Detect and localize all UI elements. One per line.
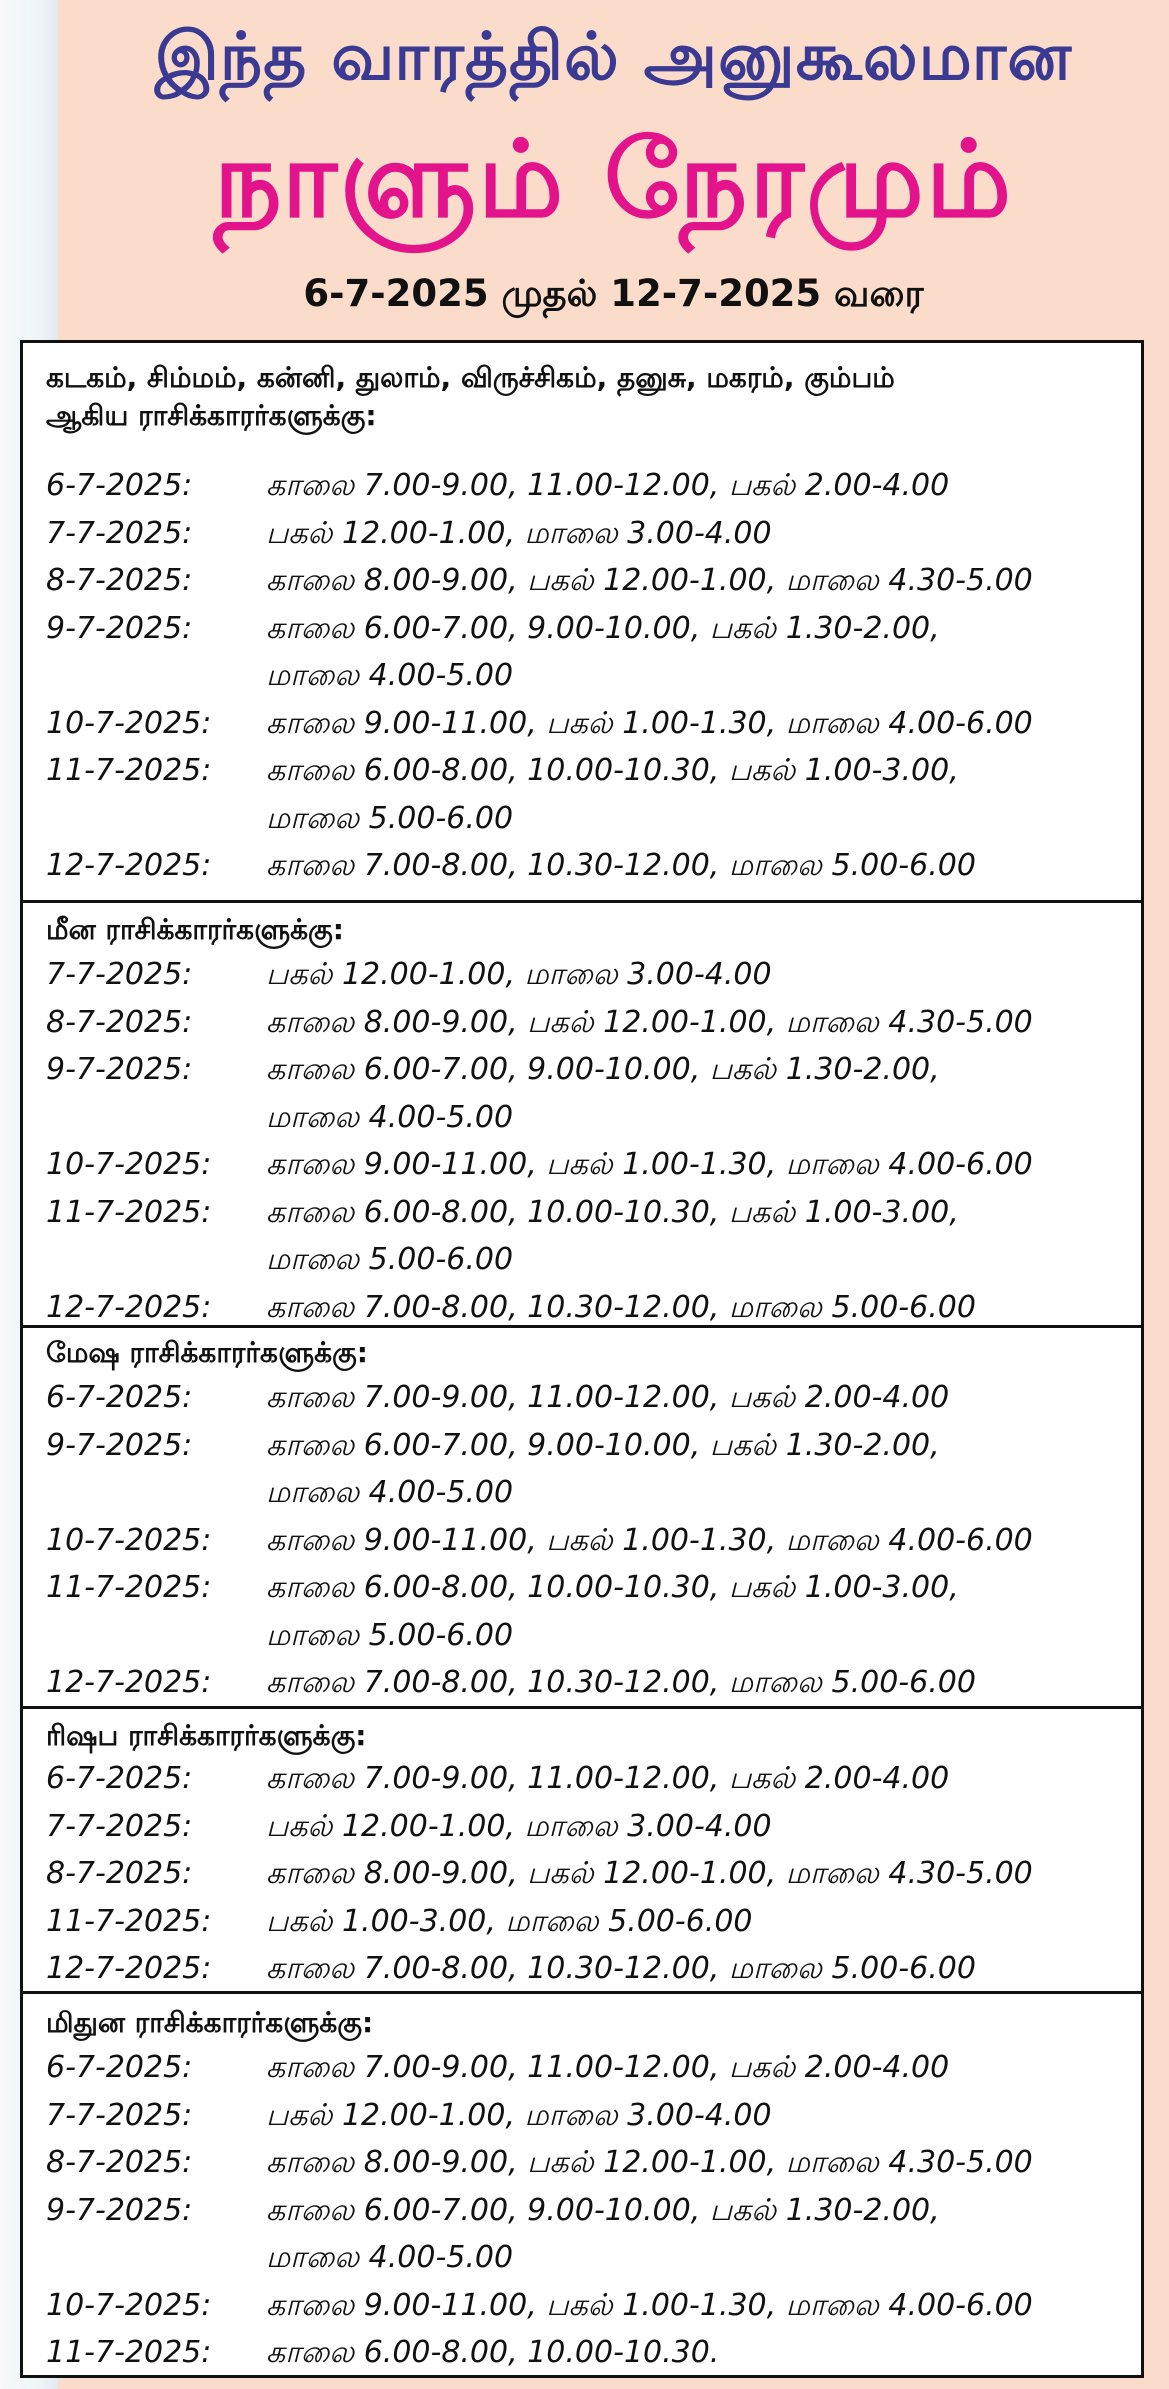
row-times: காலை 9.00-11.00, பகல் 1.00-1.30, மாலை 4.00-6.00 bbox=[266, 705, 1033, 741]
time-row bbox=[46, 1904, 1131, 1952]
row-date: 10-7-2025: bbox=[46, 2287, 212, 2323]
rasi-section bbox=[23, 343, 1141, 903]
row-date: 12-7-2025: bbox=[46, 848, 212, 883]
section-heading: ஆகிய ராசிக்காரர்களுக்கு: bbox=[46, 399, 377, 432]
row-times: காலை 7.00-9.00, 11.00-12.00, பகல் 2.00-4.00 bbox=[266, 1761, 950, 1796]
row-times: காலை 6.00-7.00, 9.00-10.00, பகல் 1.30-2.00, bbox=[266, 1427, 940, 1463]
time-row bbox=[46, 2240, 1131, 2288]
row-date: 11-7-2025: bbox=[46, 753, 212, 788]
header bbox=[58, 0, 1169, 338]
time-row bbox=[46, 1195, 1131, 1243]
row-times: பகல் 12.00-1.00, மாலை 3.00-4.00 bbox=[266, 957, 772, 992]
time-row bbox=[46, 1428, 1131, 1476]
row-date: 6-7-2025: bbox=[46, 468, 193, 503]
time-row bbox=[46, 2335, 1131, 2383]
title-line-1: இந்த வாரத்தில் அனுகூலமான bbox=[154, 18, 1073, 95]
row-times: காலை 7.00-9.00, 11.00-12.00, பகல் 2.00-4.00 bbox=[266, 1380, 950, 1415]
time-row bbox=[46, 1951, 1131, 1999]
time-row bbox=[46, 2145, 1131, 2193]
row-date: 12-7-2025: bbox=[46, 1951, 212, 1986]
time-row bbox=[46, 1242, 1131, 1290]
row-date: 10-7-2025: bbox=[46, 1147, 212, 1182]
section-heading: மேஷ ராசிக்காரர்களுக்கு: bbox=[46, 1336, 368, 1369]
row-times: காலை 8.00-9.00, பகல் 12.00-1.00, மாலை 4.30-5.00 bbox=[266, 2145, 1033, 2180]
row-times: காலை 9.00-11.00, பகல் 1.00-1.30, மாலை 4.00-6.00 bbox=[266, 1147, 1033, 1182]
row-date: 11-7-2025: bbox=[46, 1570, 212, 1605]
time-row bbox=[46, 2098, 1131, 2146]
time-row bbox=[46, 468, 1131, 516]
row-times: மாலை 4.00-5.00 bbox=[266, 658, 514, 693]
row-times: மாலை 4.00-5.00 bbox=[266, 2240, 514, 2275]
row-times: மாலை 4.00-5.00 bbox=[266, 1099, 514, 1135]
row-date: 8-7-2025: bbox=[46, 1004, 193, 1040]
row-date: 12-7-2025: bbox=[46, 1665, 212, 1700]
row-times: காலை 6.00-8.00, 10.00-10.30, பகல் 1.00-3.00, bbox=[266, 1194, 959, 1230]
row-times: பகல் 12.00-1.00, மாலை 3.00-4.00 bbox=[266, 2097, 772, 2133]
time-row bbox=[46, 1147, 1131, 1195]
time-row bbox=[46, 1665, 1131, 1713]
rasi-section bbox=[23, 1994, 1141, 2378]
row-times: காலை 6.00-8.00, 10.00-10.30, பகல் 1.00-3.00, bbox=[266, 1570, 959, 1605]
row-times: மாலை 5.00-6.00 bbox=[266, 800, 514, 836]
section-heading: மீன ராசிக்காரர்களுக்கு: bbox=[46, 913, 344, 946]
section-heading: மிதுன ராசிக்காரர்களுக்கு: bbox=[46, 2006, 374, 2039]
time-row bbox=[46, 1475, 1131, 1523]
rasi-section bbox=[23, 1709, 1141, 1994]
row-times: காலை 6.00-7.00, 9.00-10.00, பகல் 1.30-2.00, bbox=[266, 610, 940, 646]
rasi-section bbox=[23, 1328, 1141, 1709]
schedule-table bbox=[20, 340, 1144, 2378]
row-date: 8-7-2025: bbox=[46, 1856, 193, 1891]
title-line-2: நாளும் நேரமும் bbox=[213, 118, 1014, 241]
row-date: 8-7-2025: bbox=[46, 563, 193, 598]
row-times: மாலை 4.00-5.00 bbox=[266, 1475, 514, 1510]
row-date: 10-7-2025: bbox=[46, 705, 212, 741]
time-row bbox=[46, 1618, 1131, 1666]
row-date: 9-7-2025: bbox=[46, 1427, 193, 1463]
rasi-section bbox=[23, 903, 1141, 1328]
time-row bbox=[46, 753, 1131, 801]
row-times: காலை 6.00-8.00, 10.00-10.30. bbox=[266, 2335, 720, 2370]
row-times: பகல் 12.00-1.00, மாலை 3.00-4.00 bbox=[266, 1808, 772, 1844]
row-date: 6-7-2025: bbox=[46, 1761, 193, 1796]
row-date: 9-7-2025: bbox=[46, 610, 193, 646]
row-times: மாலை 5.00-6.00 bbox=[266, 1617, 514, 1653]
row-times: பகல் 1.00-3.00, மாலை 5.00-6.00 bbox=[266, 1903, 753, 1939]
row-times: காலை 6.00-7.00, 9.00-10.00, பகல் 1.30-2.00, bbox=[266, 1052, 940, 1087]
time-row bbox=[46, 848, 1131, 896]
row-times: காலை 9.00-11.00, பகல் 1.00-1.30, மாலை 4.00-6.00 bbox=[266, 2287, 1033, 2323]
row-date: 9-7-2025: bbox=[46, 2192, 193, 2228]
time-row bbox=[46, 2050, 1131, 2098]
row-date: 11-7-2025: bbox=[46, 2335, 212, 2370]
time-row bbox=[46, 563, 1131, 611]
time-row bbox=[46, 801, 1131, 849]
time-row bbox=[46, 1523, 1131, 1571]
row-times: மாலை 5.00-6.00 bbox=[266, 1242, 514, 1277]
row-date: 7-7-2025: bbox=[46, 1808, 193, 1844]
row-times: காலை 7.00-9.00, 11.00-12.00, பகல் 2.00-4.00 bbox=[266, 2050, 950, 2085]
row-date: 9-7-2025: bbox=[46, 1052, 193, 1087]
row-date: 7-7-2025: bbox=[46, 957, 193, 992]
row-date: 11-7-2025: bbox=[46, 1194, 212, 1230]
row-times: பகல் 12.00-1.00, மாலை 3.00-4.00 bbox=[266, 515, 772, 551]
row-times: காலை 7.00-8.00, 10.30-12.00, மாலை 5.00-6.00 bbox=[266, 848, 976, 883]
time-row bbox=[46, 2288, 1131, 2336]
time-row bbox=[46, 658, 1131, 706]
row-times: காலை 7.00-8.00, 10.30-12.00, மாலை 5.00-6.00 bbox=[266, 1951, 976, 1986]
row-date: 7-7-2025: bbox=[46, 515, 193, 551]
row-times: காலை 7.00-8.00, 10.30-12.00, மாலை 5.00-6.00 bbox=[266, 1665, 976, 1700]
time-row bbox=[46, 957, 1131, 1005]
row-times: காலை 6.00-7.00, 9.00-10.00, பகல் 1.30-2.00, bbox=[266, 2192, 940, 2228]
row-date: 7-7-2025: bbox=[46, 2097, 193, 2133]
row-date: 6-7-2025: bbox=[46, 2050, 193, 2085]
row-times: காலை 9.00-11.00, பகல் 1.00-1.30, மாலை 4.00-6.00 bbox=[266, 1522, 1033, 1558]
time-row bbox=[46, 1052, 1131, 1100]
section-heading: கடகம், சிம்மம், கன்னி, துலாம், விருச்சிகம், தனுசு, மகரம், கும்பம் bbox=[46, 361, 895, 394]
row-times: காலை 7.00-8.00, 10.30-12.00, மாலை 5.00-6.00 bbox=[266, 1289, 976, 1325]
time-row bbox=[46, 1570, 1131, 1618]
row-date: 11-7-2025: bbox=[46, 1903, 212, 1939]
time-row bbox=[46, 1380, 1131, 1428]
row-date: 6-7-2025: bbox=[46, 1380, 193, 1415]
row-times: காலை 6.00-8.00, 10.00-10.30, பகல் 1.00-3.00, bbox=[266, 753, 959, 788]
time-row bbox=[46, 611, 1131, 659]
time-row bbox=[46, 516, 1131, 564]
time-row bbox=[46, 1005, 1131, 1053]
row-times: காலை 8.00-9.00, பகல் 12.00-1.00, மாலை 4.30-5.00 bbox=[266, 1004, 1033, 1040]
time-row bbox=[46, 1809, 1131, 1857]
date-range: 6-7-2025 முதல் 12-7-2025 வரை bbox=[303, 272, 924, 315]
section-heading: ரிஷப ராசிக்காரர்களுக்கு: bbox=[46, 1719, 367, 1752]
time-row bbox=[46, 1856, 1131, 1904]
time-row bbox=[46, 1761, 1131, 1809]
row-times: காலை 8.00-9.00, பகல் 12.00-1.00, மாலை 4.30-5.00 bbox=[266, 563, 1033, 598]
row-date: 12-7-2025: bbox=[46, 1289, 212, 1325]
row-date: 8-7-2025: bbox=[46, 2145, 193, 2180]
row-date: 10-7-2025: bbox=[46, 1522, 212, 1558]
time-row bbox=[46, 1100, 1131, 1148]
row-times: காலை 7.00-9.00, 11.00-12.00, பகல் 2.00-4.00 bbox=[266, 468, 950, 503]
time-row bbox=[46, 2193, 1131, 2241]
row-times: காலை 8.00-9.00, பகல் 12.00-1.00, மாலை 4.30-5.00 bbox=[266, 1856, 1033, 1891]
time-row bbox=[46, 706, 1131, 754]
